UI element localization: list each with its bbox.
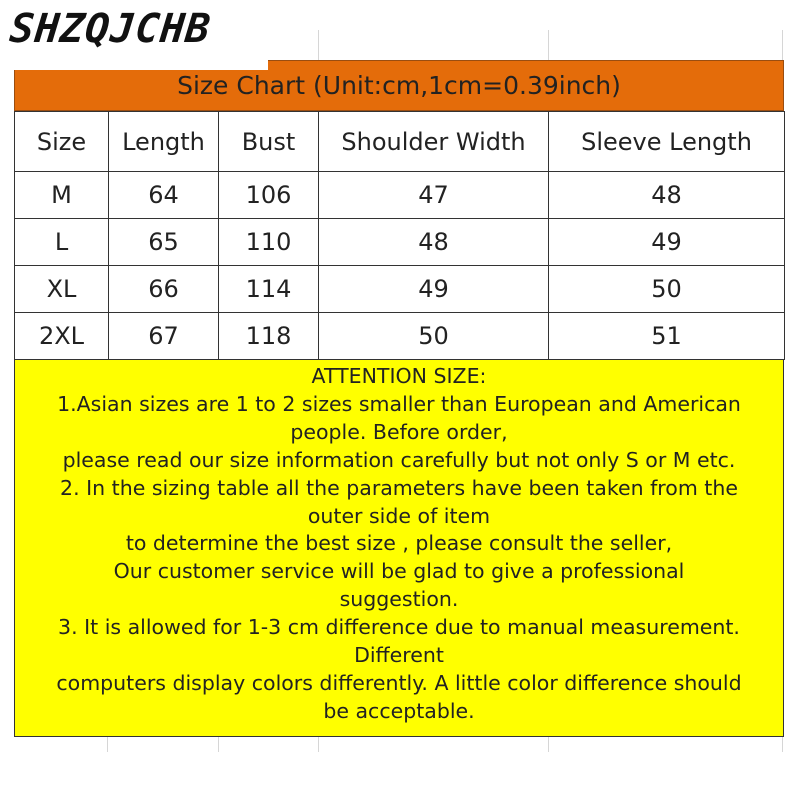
size-chart-title: Size Chart (Unit:cm,1cm=0.39inch) — [14, 60, 784, 111]
cell-sleeve-length: 51 — [549, 313, 785, 360]
cell-length: 67 — [109, 313, 219, 360]
cell-bust: 110 — [219, 219, 319, 266]
cell-length: 65 — [109, 219, 219, 266]
cell-sleeve-length: 48 — [549, 172, 785, 219]
cell-size: XL — [15, 266, 109, 313]
size-table — [14, 111, 785, 360]
cell-sleeve-length: 50 — [549, 266, 785, 313]
table-row — [15, 313, 785, 360]
header-length: Length — [109, 112, 219, 172]
brand-watermark-box — [0, 0, 268, 70]
cell-sleeve-length: 49 — [549, 219, 785, 266]
attention-line: computers display colors differently. A little color difference should — [56, 670, 742, 695]
table-row — [15, 172, 785, 219]
table-row — [15, 219, 785, 266]
attention-notice — [14, 360, 784, 737]
attention-line: 1.Asian sizes are 1 to 2 sizes smaller than European and American — [57, 391, 741, 416]
attention-line: be acceptable. — [323, 698, 475, 723]
cell-bust: 118 — [219, 313, 319, 360]
attention-line: suggestion. — [339, 587, 459, 612]
header-shoulder-width: Shoulder Width — [319, 112, 549, 172]
cell-length: 64 — [109, 172, 219, 219]
header-sleeve-length: Sleeve Length — [549, 112, 785, 172]
cell-shoulder-width: 47 — [319, 172, 549, 219]
attention-line: please read our size information carefully but not only S or M etc. — [62, 447, 736, 472]
table-row — [15, 266, 785, 313]
cell-bust: 114 — [219, 266, 319, 313]
cell-shoulder-width: 48 — [319, 219, 549, 266]
header-bust: Bust — [219, 112, 319, 172]
cell-size: 2XL — [15, 313, 109, 360]
cell-shoulder-width: 49 — [319, 266, 549, 313]
attention-line: to determine the best size , please consult the seller, — [125, 531, 673, 556]
table-header-row — [15, 112, 785, 172]
attention-line: outer side of item — [307, 503, 491, 528]
cell-shoulder-width: 50 — [319, 313, 549, 360]
cell-size: L — [15, 219, 109, 266]
attention-line: 3. It is allowed for 1-3 cm difference due to manual measurement. — [58, 615, 740, 640]
attention-heading: ATTENTION SIZE: — [311, 364, 487, 388]
size-chart — [14, 60, 784, 737]
attention-line: people. Before order, — [290, 419, 508, 444]
attention-line: 2. In the sizing table all the parameters have been taken from the — [60, 475, 738, 500]
cell-size: M — [15, 172, 109, 219]
brand-watermark: SHZQJCHB — [7, 6, 214, 52]
attention-line: Our customer service will be glad to give a professional — [113, 559, 685, 584]
header-size: Size — [15, 112, 109, 172]
cell-bust: 106 — [219, 172, 319, 219]
attention-line: Different — [354, 643, 444, 668]
cell-length: 66 — [109, 266, 219, 313]
